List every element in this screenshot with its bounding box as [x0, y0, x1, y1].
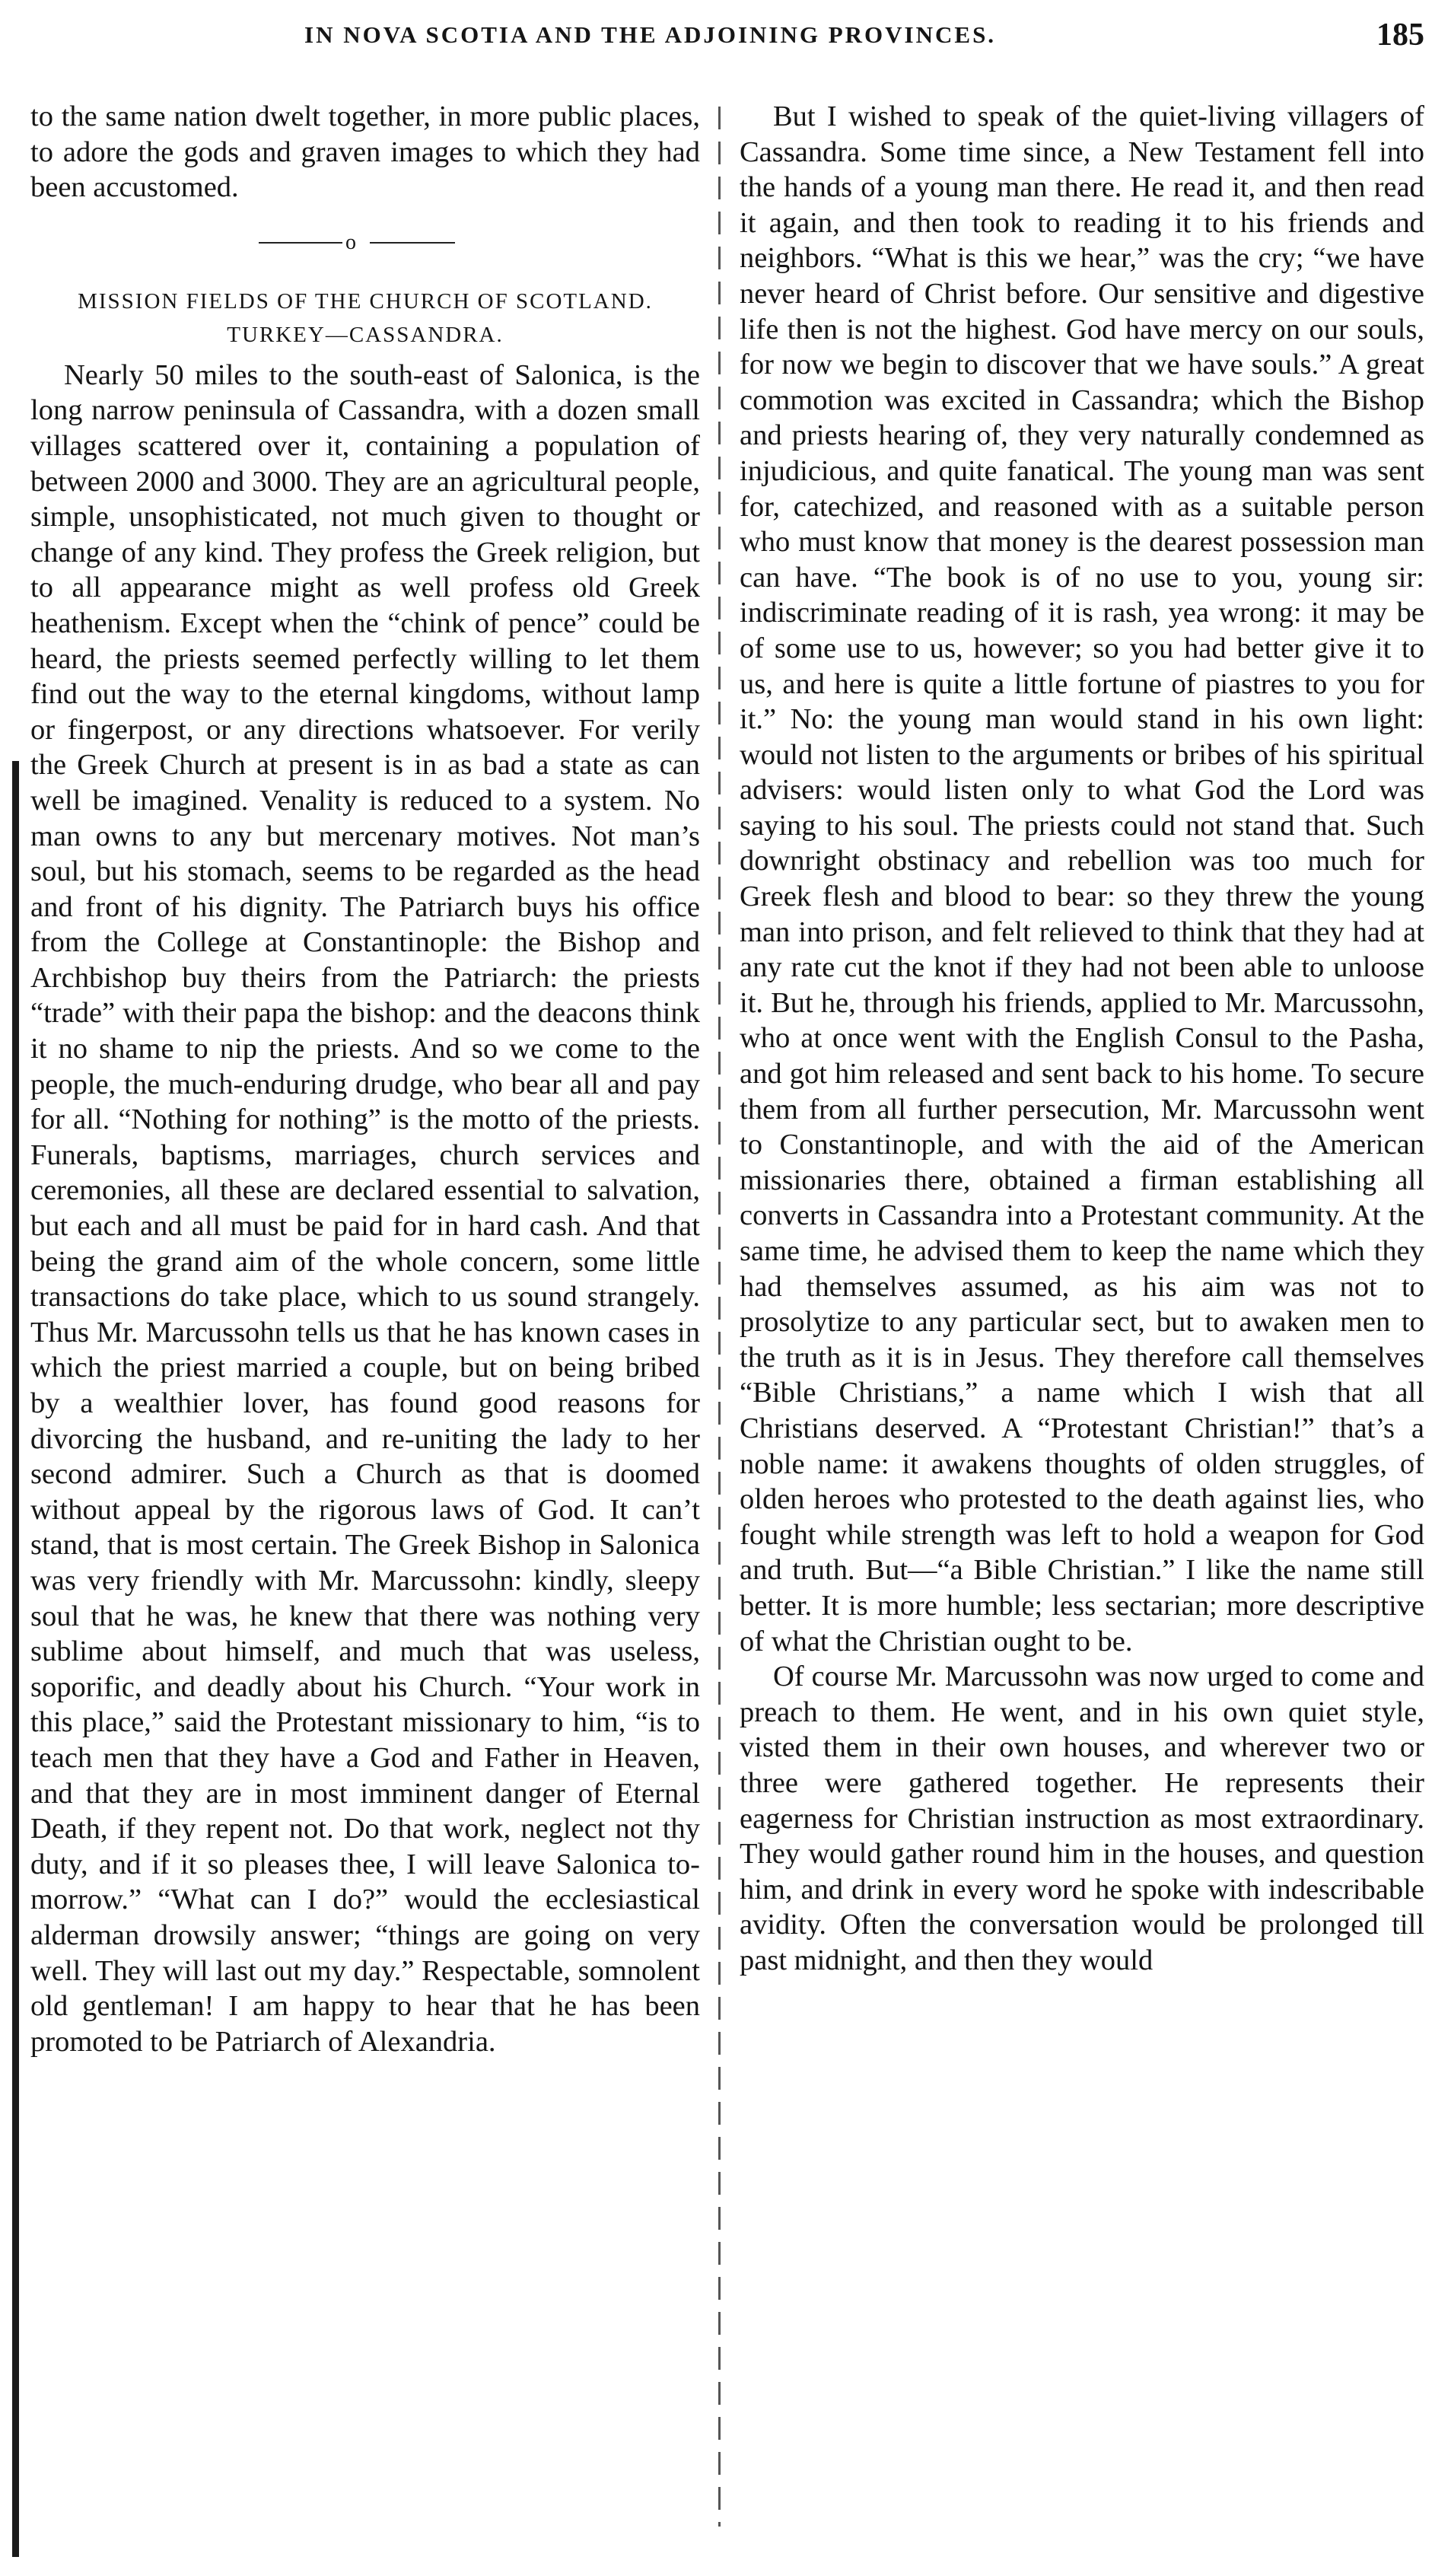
divider-rule-left [259, 242, 342, 244]
running-header [15, 17, 1432, 62]
right-column [740, 99, 1424, 1978]
binding-edge-shadow [12, 761, 19, 2557]
column-divider [718, 107, 721, 2527]
section-divider [30, 205, 700, 282]
divider-ornament: o [345, 230, 356, 254]
divider-rule-right [370, 242, 455, 244]
left-column [30, 99, 700, 2059]
opening-paragraph: to the same nation dwelt together, in more public places, to adore the gods and graven images to which they had been accustomed. [30, 100, 700, 204]
section-heading: MISSION FIELDS OF THE CHURCH OF SCOTLAND. TURKEY—CASSANDRA. [78, 288, 653, 347]
page-number: 185 [1376, 18, 1424, 53]
body-paragraph: Of course Mr. Marcussohn was now urged to come and preach to them. He went, and in his own quiet style, visted them in their own houses, and wherever two or three were gathered together. He represents their eagerness for Christian instruction as most extraordinary. They would gather round him in the houses, and question him, and drink in every word he spoke with indescribable avidity. Often the conversation would be prolonged till past midnight, and then they would [740, 1661, 1424, 1976]
body-paragraph: Nearly 50 miles to the south-east of Salonica, is the long narrow peninsula of Cassandra, with a dozen small villages scattered over it, containing a population of between 2000 and 3000. They are an agricultural people, simple, unsophisticated, not much given to thought or change of any kind. They profess the Greek religion, but to all appearance might as well profess old Greek heathenism. Except when the “chink of pence” could be heard, the priests seemed perfectly willing to let them find out the way to the eternal kingdoms, without lamp or fingerpost, or any directions whatsoever. For verily the Greek Church at present is in as bad a state as can well be imagined. Venality is reduced to a system. No man owns to any but mercenary motives. Not man’s soul, but his stomach, seems to be regarded as the head and front of his dignity. The Patriarch buys his office from the College at Constantinople: the Bishop and Archbishop buy theirs from the Patriarch: the priests “trade” with their papa the bishop: and the deacons think it no shame to nip the priests. And so we come to the people, the much-enduring drudge, who bear all and pay for all. “Nothing for nothing” is the motto of the priests. Funerals, baptisms, marriages, church services and ceremonies, all these are declared essential to salvation, but each and all must be paid for in hard cash. And that being the grand aim of the whole concern, some little transactions do take place, which to us sound strangely. Thus Mr. Marcussohn tells us that he has known cases in which the priest married a couple, but on being bribed by a wealthier lover, has found good reasons for divorcing the husband, and re-uniting the lady to her second admirer. Such a Church as that is doomed without appeal by the rigorous laws of God. It can’t stand, that is most certain. The Greek Bishop in Salonica was very friendly with Mr. Marcussohn: kindly, sleepy soul that he was, he knew that there was nothing very sublime about himself, and much that was useless, soporific, and deadly about his Church. “Your work in this place,” said the Protestant missionary to him, “is to teach men that they have a God and Father in Heaven, and that they are in most imminent danger of Eternal Death, if they repent not. Do that work, neglect not thy duty, and if it so pleases thee, I will leave Salonica to-morrow.” “What can I do?” would the ecclesiastical alderman drowsily answer; “things are going on very well. They will last out my day.” Respectable, somnolent old gentleman! I am happy to hear that he has been promoted to be Patriarch of Alexandria. [30, 358, 700, 2058]
body-paragraph: But I wished to speak of the quiet-living villagers of Cassandra. Some time since, a New Testament fell into the hands of a young man there. He read it, and then read it again, and then took to reading it to his friends and neighbors. “What is this we hear,” was the cry; “we have never heard of Christ before. Our sensitive and digestive life then is not the highest. God have mercy on our souls, for now we begin to discover that we have souls.” A great commotion was excited in Cassandra; which the Bishop and priests hearing of, they very naturally condemned as injudicious, and quite fanatical. The young man was sent for, catechized, and reasoned with as a suitable person who must know that money is the dearest possession man can have. “The book is of no use to you, young sir: indiscriminate reading of it is rash, yea wrong: it may be of some use to us, however; so you had better give it to us, and here is quite a little fortune of piastres to you for it.” No: the young man would stand in his own light: would not listen to the arguments or bribes of his spiritual advisers: would listen only to what God the Lord was saying to his soul. The priests could not stand that. Such downright obstinacy and rebellion was too much for Greek flesh and blood to bear: so they threw the young man into prison, and felt relieved to think that they had at any rate cut the knot if they had not been able to unloose it. But he, through his friends, applied to Mr. Marcussohn, who at once went with the English Consul to the Pasha, and got him released and sent back to his home. To secure them from all further persecution, Mr. Marcussohn went to Constantinople, and with the aid of the American missionaries there, obtained a firman establishing all converts in Cassandra into a Protestant community. At the same time, he advised them to keep the name which they had themselves assumed, as his aim was not to prosolytize to any particular sect, but to awaken men to the truth as it is in Jesus. They therefore call themselves “Bible Christians,” a name which I wish that all Christians deserved. A “Protestant Christian!” that’s a noble name: it awakens thoughts of olden struggles, of olden heroes who protested to the death against lies, who fought while strength was left to hold a weapon for God and truth. But—“a Bible Christian.” I like the name still better. It is more humble; less sectarian; more descriptive of what the Christian ought to be. [740, 100, 1424, 1657]
running-title: IN NOVA SCOTIA AND THE ADJOINING PROVINCES. [304, 21, 997, 48]
